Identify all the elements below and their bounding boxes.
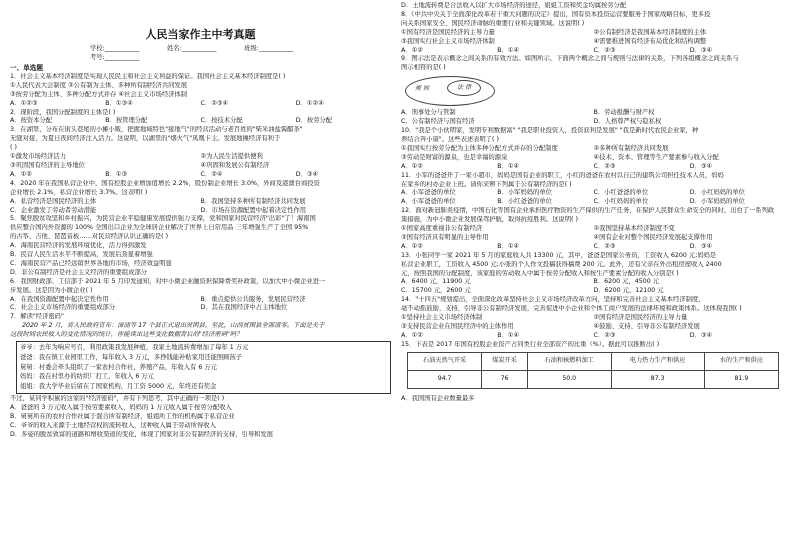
dialogue-line: 舅舅：村委会牵头组织了一家农村合作社，养殖产品，年收入有 6 万元	[20, 363, 217, 371]
question-text: 向关系国家安全、国民经济命脉的重要行业和关键领域。这说明( )	[401, 19, 585, 27]
question-text: 5．聚焦脱贫攻坚和乡村振兴，为民营企业平稳健康发展提供强力支撑，党和国家对民营经济"出彩"了！海南国	[10, 215, 316, 223]
question-8	[401, 11, 786, 56]
income-dialogue-box	[16, 341, 391, 394]
question-text: 13．小张同学一家 2021 年 5 月的家庭收入共 13300 元，其中，爸爸是国家公务员，工资收入 6200 元;妈妈是	[401, 251, 717, 259]
school-field[interactable]: 学校:___________	[90, 45, 140, 52]
section-heading: 一、单选题	[10, 64, 43, 72]
right-column	[401, 0, 786, 404]
option[interactable]: A．在我国资源配置中起决定性作用	[10, 295, 109, 303]
option[interactable]: A．海南民营经济的发展环境优化，活力得到激发	[10, 242, 147, 250]
option[interactable]: D．①②④	[295, 99, 324, 107]
dialogue-line: 爸爸：我在镇工业园里工作，每年收入 3 万元，多挣钱能补贴家用还能照顾孩子	[20, 353, 243, 361]
answer-options	[10, 198, 391, 207]
state-asset-share-table	[407, 352, 779, 389]
option[interactable]: D．非公有制经济是社会主义经济的重要组成部分	[10, 268, 148, 276]
question-12	[401, 207, 786, 252]
question-text: 11．小军的爸爸开了一家小超市，妈妈是国有企业的职工，小红的爸爸在农村以自己的建筑公司担任技术人员，妈妈	[401, 171, 724, 179]
answer-options	[401, 47, 786, 56]
question-11	[401, 172, 786, 208]
statement: ③我国实行社会主义市场经济体制	[401, 37, 495, 45]
statement-options	[401, 154, 786, 163]
statement-options	[401, 314, 786, 323]
option[interactable]: A．刑事处分与管制	[401, 109, 456, 117]
option[interactable]: C．小红爸爸的单位	[593, 189, 649, 197]
option[interactable]: C．爷爷的收入来源于土地经营权的流转收入，这种收入属于劳动所得收入	[10, 421, 216, 429]
question-text: 策措施，为中小微企业发展保驾护航，取得抗疫胜利。这说明( )	[401, 216, 578, 224]
option[interactable]: D．按劳分配	[295, 117, 333, 125]
outer-label: 规 则	[415, 85, 429, 93]
statement: ④国有企业对整个国民经济发展起支撑作用	[593, 233, 713, 241]
option[interactable]: A．小军爸爸的单位	[401, 189, 456, 197]
question-text: 15．下表是 2017 年国有控股企业资产占同类行业全部资产的比重（%）。据此可以推断出( )	[401, 340, 660, 348]
dialogue-line: 姐姐：我大学毕业后留在了国家机构，月工资 5000 元，年终还有奖金	[20, 383, 217, 391]
option[interactable]: D．多姿的脱贫致富的道路和增收渠道的变化，体现了国家对非公有制经济的支持、引导和发展	[10, 430, 274, 438]
statement: ③国有经济具有明显的主导作用	[401, 233, 489, 241]
question-1	[10, 73, 391, 109]
question-text: 供应整合国内外资源的 100% 全国出口企业为全球居企业解决了世界上日常用品 三年增强生产了全国 95%	[10, 224, 309, 232]
option[interactable]: A．①②	[401, 162, 423, 170]
statement-options	[10, 162, 391, 171]
table-cell: 81.9	[704, 370, 778, 388]
statement-options	[401, 38, 786, 47]
statement-options	[401, 29, 786, 38]
question-text: 在家乡的村办企业上班。请你来辨下列属于公有制经济的是( )	[401, 180, 572, 188]
option[interactable]: D．市场在资源配置中起着决定性作用	[200, 206, 307, 214]
option[interactable]: B．6200 元，4500 元	[593, 278, 660, 286]
option[interactable]: C．小红妈妈的单位	[593, 198, 649, 206]
option[interactable]: B．①④	[497, 162, 520, 170]
option[interactable]: D．小军妈妈的单位	[689, 198, 745, 206]
question-text: ( )	[10, 144, 17, 152]
option[interactable]: D．③④	[689, 242, 713, 250]
option[interactable]: D．小红妈妈的单位	[689, 189, 745, 197]
option[interactable]: C．15700 元，2600 元	[401, 287, 471, 295]
option[interactable]: C．按技术分配	[200, 117, 243, 125]
table-header-cell: 石油天然气开采	[408, 352, 482, 370]
left-column	[10, 0, 391, 440]
question-text: 12．面对新冠肺炎疫情，中国石化等国有企业承担医疗物资的生产保供的生产任务，在保护人民群众生命安全的同时，出台了一系列政	[401, 207, 775, 215]
statement: ④巩固和发展公有制经济	[200, 161, 270, 169]
question-13	[401, 252, 786, 297]
option[interactable]: A．小军爸爸的单位	[401, 198, 456, 206]
option[interactable]: A．按资本分配	[10, 117, 53, 125]
table-cell: 76	[482, 370, 528, 388]
question-text: 这段时间农民收入的变化情况的统计，你能读出这些变化数据背后的"经济密码"吗？	[10, 331, 243, 339]
question-15	[401, 341, 786, 404]
option[interactable]: D．③④	[689, 162, 713, 170]
statement: ②国有经济是国民经济的主导力量	[593, 314, 688, 322]
option[interactable]: A．①②	[401, 331, 423, 339]
statement: ①国有经济是国民经济的主导力量	[401, 28, 495, 36]
answer-options	[401, 118, 786, 127]
answer-options	[401, 198, 786, 207]
page-title: 人民当家作主中考真题	[145, 28, 256, 41]
option[interactable]: D．其在我国经济中占主体地位	[200, 304, 288, 312]
class-field[interactable]: 班级:___________	[244, 45, 294, 52]
question-4	[10, 180, 391, 216]
answer-options	[10, 207, 391, 216]
option[interactable]: A．①②	[401, 46, 423, 54]
option[interactable]: D．人格尊严权与隐私权	[593, 118, 662, 126]
table-header-cell: 电力热力生产和供应	[611, 352, 704, 370]
answer-options	[401, 287, 786, 296]
option[interactable]: B．①③④	[105, 99, 133, 107]
answer-options	[401, 109, 786, 118]
option[interactable]: B．①④	[497, 331, 520, 339]
option[interactable]: A．①②	[401, 242, 423, 250]
answer-options	[401, 332, 786, 341]
option[interactable]: D．③④	[295, 170, 319, 178]
option[interactable]: D．6200 元，12100 元	[593, 287, 664, 295]
option[interactable]: A．①②	[10, 170, 32, 178]
statement: ②公有制经济是我国基本经济制度的主体	[593, 28, 707, 36]
answer-options	[10, 100, 391, 109]
question-9	[401, 55, 786, 127]
answer-options	[10, 171, 391, 180]
option[interactable]: A．①②③	[10, 99, 38, 107]
table-header-row	[408, 352, 779, 370]
table-cell: 94.7	[408, 370, 482, 388]
option[interactable]: A．6400 元，11900 元	[401, 278, 471, 286]
question-text: 养结合奔小康"。这些表述表明了( )	[401, 135, 499, 143]
question-text: 步发展。这是因为小微企业( )	[10, 286, 93, 294]
question-text: 2020 年 2 月，省人民政府宣布：漳浦等 17 个县正式退出贫困县。至此，山西贫困县全部清零。下面是关于	[22, 322, 325, 330]
statement: ③劳动是财富的源泉，也是幸福的源泉	[401, 153, 508, 161]
option[interactable]: D．土地流转费是合法收入以扩大市场经济的途径，姐姐工资和奖金均属按劳分配	[401, 2, 627, 9]
table-cell: 87.3	[611, 370, 704, 388]
table-cell: 50.0	[527, 370, 611, 388]
question-text: ③按劳分配为主体、多种分配方式并存 ④社会主义市场经济体制	[10, 90, 188, 98]
option[interactable]: B．小军妈妈的单位	[497, 189, 552, 197]
option[interactable]: B．民营人民生活水平不断提高，发展后劲显着增强	[10, 251, 153, 259]
question-text: 不过，某同学积累的这家的"经济密码"，并有下列思考，其中正确的一项是( )	[10, 395, 225, 403]
question-text: 私营企业职工，工资收入 4500 元;小张的个人作文投稿获得稿费 200 元。此外，还有父亲在外出租房屋收入 2400	[401, 260, 722, 268]
option[interactable]: B．重点提供公共服务，发展民营经济	[200, 295, 306, 303]
statement: ②多种所有制经济共同发展	[593, 144, 669, 152]
rules-law-diagram	[401, 74, 786, 108]
statement: ③支持民营企业在国民经济中的主体作用	[401, 323, 514, 330]
answer-options	[401, 163, 786, 172]
answer-options	[10, 117, 391, 126]
answer-options	[401, 243, 786, 252]
question-10	[401, 127, 786, 172]
student-info-fields	[90, 44, 391, 62]
statement: ④技术、资本、管理等生产要素参与收入分配	[593, 153, 719, 161]
statement-options	[401, 225, 786, 234]
question-text: 的古筝、吉他、琵琶音板……对民营经济认识正确的是( )	[10, 233, 169, 241]
question-text: 2．现阶段，我国分配制度的主体是( )	[10, 108, 116, 116]
option[interactable]: D．③④	[689, 46, 713, 54]
question-text: 图示相符的是( )	[401, 64, 446, 72]
option[interactable]: B．舅舅所在的农村合作社属于混合所有制经济，姐姐所工作的机构属于私营企业	[10, 412, 235, 420]
table-row	[408, 370, 779, 388]
question-text: 14．"十四五"规划提出，全面深化改革坚持社会主义市场经济改革方向，坚持和完善社会主义基本经济制度，	[401, 296, 705, 304]
question-14	[401, 296, 786, 341]
statement: ①我国实行按劳分配为主体多种分配方式并存的分配制度	[401, 144, 558, 152]
name-field[interactable]: 姓名:___________	[167, 45, 217, 52]
statement: ②为人民生活提供便利	[200, 153, 263, 161]
question-text: 7．解读"经济密码"	[10, 313, 64, 321]
question-text: 3．在湖里，分布在街头巷尾的小摊小贩，把握地域特色"接地气"的经营活动与老百姓的"柴米油盐酱醋茶"	[10, 126, 303, 134]
option[interactable]: C．②③	[593, 331, 616, 339]
question-text: 1．社会主义基本经济制度是实现人民民主和社会主义利益的保证。我国社会主义基本经济制度是( )	[10, 72, 286, 80]
question-7	[10, 313, 391, 439]
option[interactable]: A．爸爸的 3 万元收入属于按劳要素收入，妈妈的 1 万元收入属于按劳分配收入	[10, 403, 232, 411]
option[interactable]: B．①④	[497, 242, 520, 250]
question-text: 毫不动摇鼓励、支持、引导非公有制经济发展，完善促进中小企业和个体工商户发展的法律环境和政策体系。这体现我国( )	[401, 305, 742, 313]
question-6	[10, 278, 391, 314]
question-text: 9．图示法是表示概念之间关系的有效方法。如图所示，下面两个概念之间与规则与法律的关系，下列各组概念之间关系与	[401, 55, 739, 63]
exam-number-field[interactable]: 考号:___________	[90, 54, 140, 61]
question-2	[10, 109, 391, 127]
question-text: 企业增长 2.1%，私营企业增长 3.7%。这表明( )	[10, 188, 148, 196]
table-header-cell: 水的生产和供应	[704, 352, 778, 370]
statement-options	[10, 153, 391, 162]
question-text: 元，按照我国的分配制度，该家庭的劳动收入中属于按劳分配收入和按生产要素分配的收入分别是( )	[401, 269, 679, 277]
option[interactable]: C．企业激发了劳动者劳动潜能	[10, 206, 97, 214]
option[interactable]: A．私营经济是国民经济的主体	[10, 197, 97, 205]
question-text: 10．"我是个小伙明家，发明专利数据富" "我是职业投资人，投资获利是发展" "我是新时代农民企业家，种	[401, 127, 699, 135]
answer-options	[401, 189, 786, 198]
table-header-cell: 煤炭开采	[482, 352, 528, 370]
statement: ①激发市场经济活力	[10, 153, 67, 161]
question-text: ①人民代表大会制度 ②公有制为主体、多种所有制经济共同发展	[10, 81, 188, 89]
option[interactable]: A．我国国有企业数量最多	[401, 394, 475, 402]
option[interactable]: C．②③	[593, 46, 616, 54]
answer-options	[10, 304, 391, 313]
dialogue-line: 爷爷：去年为响应号召，利用政策我发展种植，我家土地流转费增加了每年 1 万元	[20, 344, 249, 352]
inner-ellipse-label: 法 律	[447, 80, 481, 96]
option[interactable]: B．①③	[105, 170, 128, 178]
option[interactable]: C．社会主义市场经济的重要组成部分	[10, 304, 116, 312]
question-text: 6．我国财政部、工信部于 2021 年 5 月印发通知，对中小微企业融资担保降费奖补政策，以加大中小微企业进一	[10, 277, 326, 285]
option[interactable]: D．③④	[689, 331, 713, 339]
statement: ①国家高度重视非公有制经济	[401, 225, 483, 233]
option[interactable]: B．小红爸爸的单位	[497, 198, 552, 206]
option[interactable]: C．②④	[200, 170, 223, 178]
question-text: 8．《中共中央关于全面深化改革若干重大问题的决定》提出，国有资本投资运营要服务于国家战略目标，更多投	[401, 10, 711, 18]
option[interactable]: C．②③④	[200, 99, 229, 107]
statement-options	[401, 234, 786, 243]
statement: ④需要推进国有经济布局优化和结构调整	[593, 37, 707, 45]
option[interactable]: C．海南民营产品已经远销世界各地的市场，经济效益明显	[10, 259, 172, 267]
statement: ①坚持社会主义市场经济体制	[401, 314, 483, 322]
option[interactable]: B．①④	[497, 46, 520, 54]
question-text: 无缝对接，为夏日夜间经济注入活力。这说明，以湖里的"烟火气"凤凰卡主。发展地摊经济有利于	[10, 135, 281, 143]
option[interactable]: C．公有制经济与国有经济	[401, 118, 475, 126]
statement: ③巩固国有经济的主导地位	[10, 161, 85, 169]
option[interactable]: B．按管理分配	[105, 117, 148, 125]
dialogue-line: 妈妈：我在村里办的纺织厂打工，年收入 6 万元	[20, 373, 154, 381]
table-header-cell: 石油和核燃料加工	[527, 352, 611, 370]
option[interactable]: B．劳动报酬与财产权	[593, 109, 655, 117]
question-5	[10, 215, 391, 277]
statement: ④鼓励、支持、引导非公有制经济发展	[593, 323, 700, 330]
option[interactable]: C．②③	[593, 242, 616, 250]
statement-options	[401, 145, 786, 154]
statement: ②我国坚持基本经济制度不变	[593, 225, 675, 233]
question-text: 4．2020 年在我国私营企业中，国有控股企业增加值增长 2.2%，股份制企业增长 3.0%，外商及港澳台商投资	[10, 179, 320, 187]
option[interactable]: B．我国坚持多种所有制经济共同发展	[200, 197, 306, 205]
question-3	[10, 126, 391, 179]
statement-options	[401, 323, 786, 332]
option[interactable]: C．②③	[593, 162, 616, 170]
